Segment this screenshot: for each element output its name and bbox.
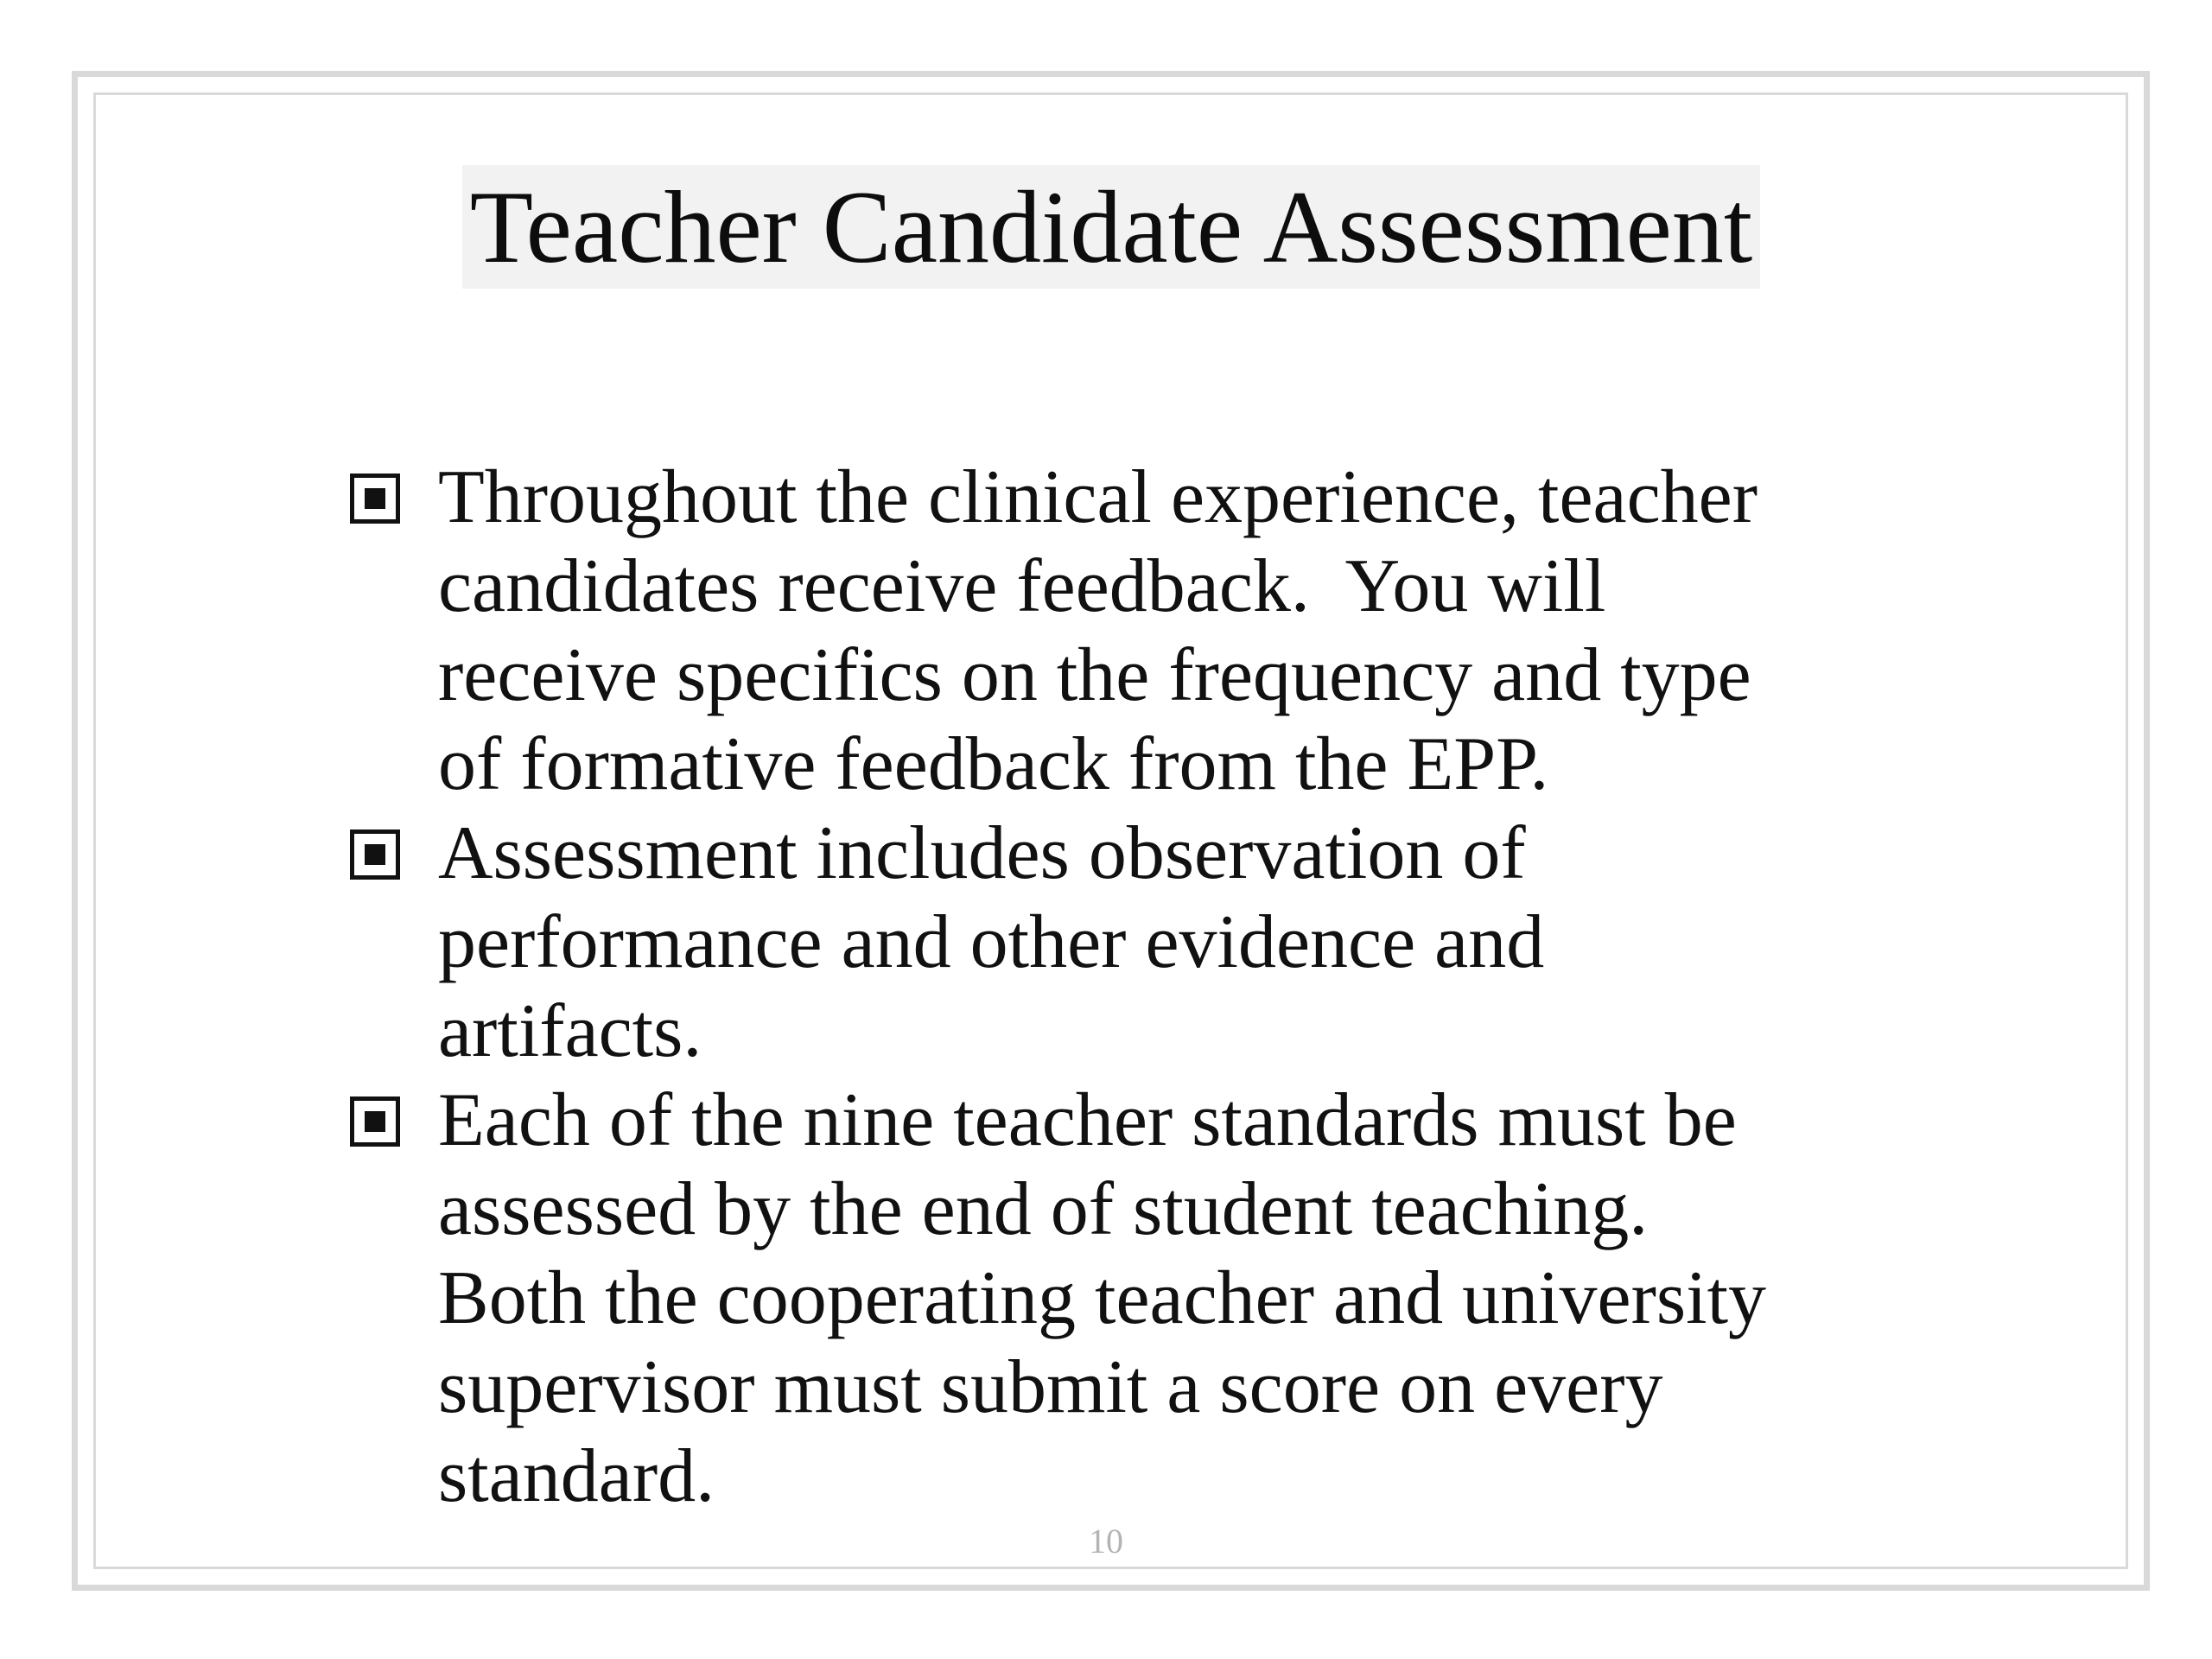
bullet-line: Both the cooperating teacher and university: [438, 1256, 1767, 1340]
bullet-line: receive specifics on the frequency and type: [438, 633, 1751, 717]
slide-title: Teacher Candidate Assessment: [469, 169, 1753, 284]
bullet-line: supervisor must submit a score on every: [438, 1345, 1663, 1429]
square-bullet-icon: [350, 830, 400, 880]
bullet-line: assessed by the end of student teaching.: [438, 1167, 1649, 1251]
bullet-line: standard.: [438, 1434, 715, 1518]
bullet-item: [350, 809, 1992, 1076]
bullet-line: of formative feedback from the EPP.: [438, 722, 1549, 806]
bullet-item: [350, 453, 1992, 809]
bullet-line: Throughout the clinical experience, teacher: [438, 455, 1758, 539]
page-number: 10: [1089, 1522, 1123, 1560]
bullet-line: artifacts.: [438, 989, 702, 1073]
bullet-line: Assessment includes observation of: [438, 811, 1526, 895]
bullet-list: [350, 453, 1992, 1521]
square-bullet-icon: [350, 474, 400, 524]
bullet-item: [350, 1076, 1992, 1521]
bullet-line: Each of the nine teacher standards must be: [438, 1078, 1737, 1162]
bullet-line: performance and other evidence and: [438, 900, 1545, 984]
bullet-line: candidates receive feedback. You will: [438, 544, 1606, 628]
square-bullet-icon: [350, 1096, 400, 1147]
